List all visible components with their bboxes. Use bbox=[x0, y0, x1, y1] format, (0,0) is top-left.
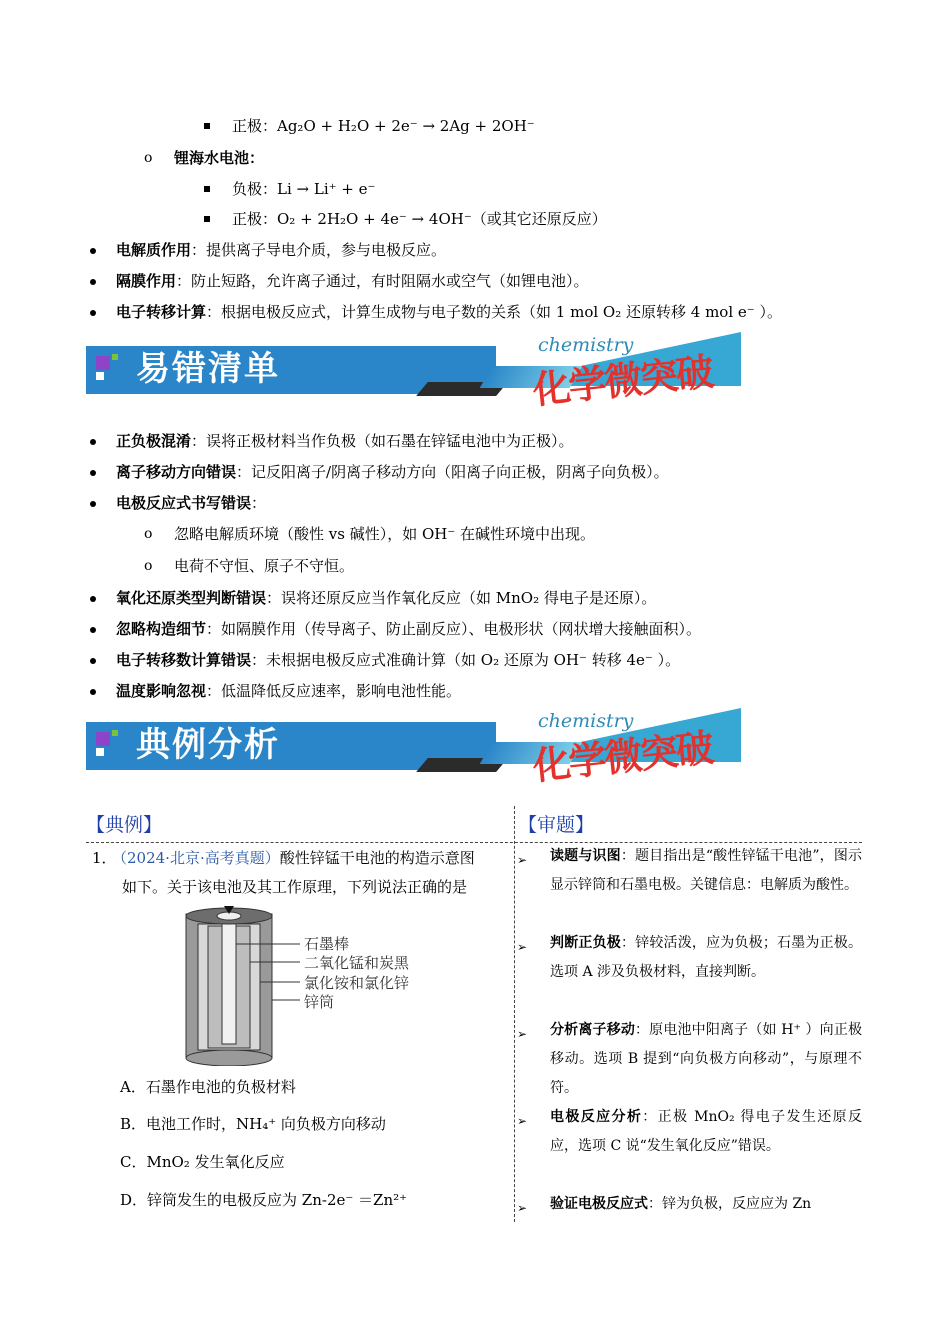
electron-transfer-calc bbox=[116, 302, 782, 322]
list-circle-bullet: o bbox=[144, 150, 153, 166]
analysis-item bbox=[550, 1103, 862, 1161]
analysis-text: ：锌为负极，反应应为 Zn bbox=[648, 1196, 812, 1212]
error-label: 电子转移数计算错误 bbox=[116, 651, 252, 669]
diagram-label-nh4cl-zncl2: 氯化铵和氯化锌 bbox=[304, 974, 410, 992]
error-item bbox=[116, 619, 701, 639]
li-seawater-title: 锂海水电池： bbox=[174, 149, 265, 167]
error-item bbox=[116, 493, 266, 513]
list-square-bullet bbox=[204, 123, 210, 129]
example-header: 【典例】 bbox=[86, 814, 163, 836]
option-d[interactable]: D．锌筒发生的电极反应为 Zn-2e⁻ ＝Zn²⁺ bbox=[120, 1191, 408, 1209]
banner-square-icon bbox=[96, 372, 104, 380]
error-text: ：如隔膜作用（传导离子、防止副反应）、电极形状（网状增大接触面积）。 bbox=[206, 620, 702, 638]
analysis-label: 分析离子移动 bbox=[550, 1022, 635, 1038]
error-label: 离子移动方向错误 bbox=[116, 463, 237, 481]
error-label: 正负极混淆 bbox=[116, 432, 192, 450]
analysis-text: ：正极 MnO₂ 得电子发生还原反应，选项 C 说“发生氧化反应”错误。 bbox=[550, 1109, 862, 1154]
error-label: 氧化还原类型判断错误 bbox=[116, 589, 267, 607]
analysis-item bbox=[550, 842, 862, 900]
analysis-item bbox=[550, 929, 862, 987]
section-banner-typical-examples bbox=[86, 708, 746, 798]
list-dot-bullet bbox=[90, 470, 96, 476]
analysis-text: ：题目指出是“酸性锌锰干电池”，图示显示锌筒和石墨电极。关键信息：电解质为酸性。 bbox=[550, 848, 862, 893]
electrolyte-text: ：提供离子导电介质，参与电极反应。 bbox=[191, 241, 447, 259]
analysis-header: 【审题】 bbox=[518, 814, 595, 836]
error-text: ：低温降低反应速率，影响电池性能。 bbox=[206, 682, 462, 700]
error-text: ：记反阳离子/阴离子移动方向（阳离子向正极，阴离子向负极）。 bbox=[236, 463, 669, 481]
analysis-label: 读题与识图 bbox=[550, 848, 621, 864]
electron-transfer-label: 电子转移计算 bbox=[116, 303, 207, 321]
banner-square-icon bbox=[112, 730, 118, 736]
diagram-label-zinc-can: 锌筒 bbox=[304, 993, 335, 1011]
li-negative-equation: 负极：Li → Li⁺ + e⁻ bbox=[232, 180, 376, 198]
question-text-1: 酸性锌锰干电池的构造示意图 bbox=[279, 849, 475, 867]
diagram-label-graphite-rod: 石墨棒 bbox=[304, 935, 350, 953]
arrow-bullet-icon: ➢ bbox=[517, 940, 528, 954]
list-dot-bullet bbox=[90, 658, 96, 664]
error-label: 电极反应式书写错误 bbox=[116, 494, 252, 512]
list-dot-bullet bbox=[90, 689, 96, 695]
option-b[interactable]: B．电池工作时，NH₄⁺ 向负极方向移动 bbox=[120, 1115, 386, 1133]
separator-label: 隔膜作用 bbox=[116, 272, 177, 290]
question-source: （2024·北京·高考真题） bbox=[112, 849, 280, 867]
arrow-bullet-icon: ➢ bbox=[517, 1201, 528, 1215]
li-positive-equation: 正极：O₂ + 2H₂O + 4e⁻ → 4OH⁻（或其它还原反应） bbox=[232, 210, 607, 228]
analysis-label: 判断正负极 bbox=[550, 935, 621, 951]
analysis-text: ：锌较活泼，应为负极；石墨为正极。选项 A 涉及负极材料，直接判断。 bbox=[550, 935, 862, 980]
list-square-bullet bbox=[204, 216, 210, 222]
banner-underline bbox=[86, 768, 426, 770]
electrolyte-role bbox=[116, 240, 446, 260]
error-subitem: 电荷不守恒、原子不守恒。 bbox=[174, 557, 355, 575]
list-dot-bullet bbox=[90, 248, 96, 254]
ag2o-positive-equation: 正极：Ag₂O + H₂O + 2e⁻ → 2Ag + 2OH⁻ bbox=[232, 117, 535, 135]
list-dot-bullet bbox=[90, 439, 96, 445]
banner-underline bbox=[86, 392, 426, 394]
separator-text: ：防止短路，允许离子通过，有时阻隔水或空气（如锂电池）。 bbox=[176, 272, 589, 290]
section-banner-common-mistakes bbox=[86, 332, 746, 422]
banner-square-icon bbox=[96, 748, 104, 756]
error-text: ： bbox=[251, 494, 267, 512]
analysis-label: 验证电极反应式 bbox=[550, 1196, 648, 1212]
banner-title: 典例分析 bbox=[136, 725, 280, 765]
error-label: 忽略构造细节 bbox=[116, 620, 207, 638]
question-first-line bbox=[112, 848, 475, 868]
error-text: ：误将还原反应当作氧化反应（如 MnO₂ 得电子是还原）。 bbox=[266, 589, 657, 607]
error-item bbox=[116, 681, 461, 701]
question-number: 1． bbox=[92, 849, 117, 867]
list-circle-bullet: o bbox=[144, 558, 153, 574]
electron-transfer-text: ：根据电极反应式，计算生成物与电子数的关系（如 1 mol O₂ 还原转移 4 mol e⁻ ）。 bbox=[206, 303, 782, 321]
banner-square-icon bbox=[96, 356, 110, 370]
logo-chemistry-breakthrough: 化学微突破 bbox=[530, 349, 715, 413]
list-dot-bullet bbox=[90, 596, 96, 602]
error-item bbox=[116, 462, 669, 482]
question-text-2: 如下。关于该电池及其工作原理，下列说法正确的是 bbox=[122, 878, 468, 896]
error-text: ：误将正极材料当作负极（如石墨在锌锰电池中为正极）。 bbox=[191, 432, 574, 450]
arrow-bullet-icon: ➢ bbox=[517, 853, 528, 867]
diagram-label-mno2-carbon: 二氧化锰和炭黑 bbox=[304, 954, 410, 972]
error-text: ：未根据电极反应式准确计算（如 O₂ 还原为 OH⁻ 转移 4e⁻ ）。 bbox=[251, 651, 681, 669]
list-dot-bullet bbox=[90, 501, 96, 507]
banner-square-icon bbox=[112, 354, 118, 360]
logo-script: chemistry bbox=[538, 710, 634, 732]
banner-square-icon bbox=[96, 732, 110, 746]
electrolyte-label: 电解质作用 bbox=[116, 241, 192, 259]
banner-title: 易错清单 bbox=[136, 349, 280, 389]
analysis-item bbox=[550, 1016, 862, 1103]
analysis-text: ：原电池中阳离子（如 H⁺ ）向正极移动。选项 B 提到“向负极方向移动”，与原理不符。 bbox=[550, 1022, 862, 1096]
column-dashed-divider bbox=[514, 806, 515, 1222]
list-dot-bullet bbox=[90, 279, 96, 285]
error-item bbox=[116, 650, 680, 670]
error-item bbox=[116, 588, 656, 608]
separator-role bbox=[116, 271, 589, 291]
analysis-label: 电极反应分析 bbox=[550, 1109, 643, 1125]
list-circle-bullet: o bbox=[144, 526, 153, 542]
option-a[interactable]: A．石墨作电池的负极材料 bbox=[120, 1078, 296, 1096]
arrow-bullet-icon: ➢ bbox=[517, 1027, 528, 1041]
list-square-bullet bbox=[204, 186, 210, 192]
analysis-item bbox=[550, 1190, 862, 1219]
list-dot-bullet bbox=[90, 627, 96, 633]
option-c[interactable]: C．MnO₂ 发生氧化反应 bbox=[120, 1153, 285, 1171]
error-label: 温度影响忽视 bbox=[116, 682, 207, 700]
logo-script: chemistry bbox=[538, 334, 634, 356]
error-subitem: 忽略电解质环境（酸性 vs 碱性），如 OH⁻ 在碱性环境中出现。 bbox=[174, 525, 596, 543]
list-dot-bullet bbox=[90, 310, 96, 316]
logo-chemistry-breakthrough: 化学微突破 bbox=[530, 725, 715, 789]
arrow-bullet-icon: ➢ bbox=[517, 1114, 528, 1128]
error-item bbox=[116, 431, 574, 451]
